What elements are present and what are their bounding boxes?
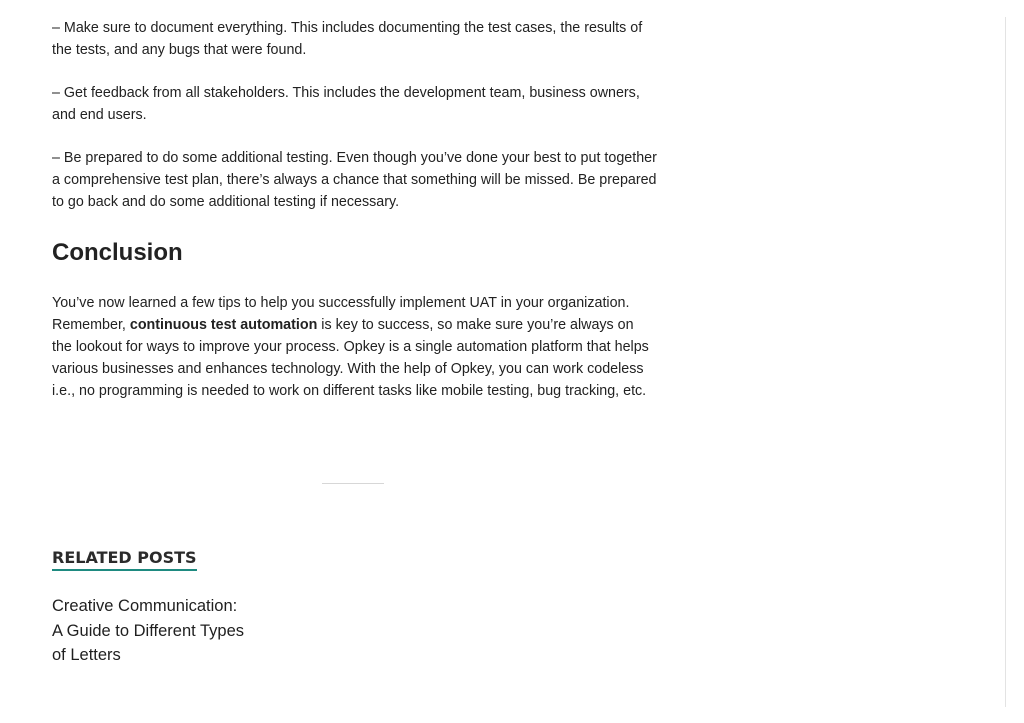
related-posts-title: RELATED POSTS <box>52 547 197 571</box>
conclusion-heading: Conclusion <box>52 239 183 266</box>
section-divider <box>322 483 384 484</box>
tip-document-everything: – Make sure to document everything. This includes documenting the test cases, the results of the tests, and any bugs that were found. <box>52 20 643 58</box>
related-posts-section <box>52 547 252 668</box>
article-body <box>52 17 657 423</box>
conclusion-bold-phrase: continuous test automation <box>129 317 318 333</box>
sidebar-border <box>1005 17 1006 707</box>
related-post-link[interactable]: Creative Communication: A Guide to Different Types of Letters <box>52 597 245 664</box>
tip-additional-testing: – Be prepared to do some additional testing. Even though you’ve done your best to put together a comprehensive test plan, there’s always a chance that something will be missed. Be prepared to go back and do some additional testing if necessary. <box>52 150 657 210</box>
conclusion-paragraph <box>52 292 657 402</box>
conclusion-text-end: is key to success, so make sure you’re always on the lookout for ways to improve your process. Opkey is a single automation platform that helps various businesses and enhances technology. With the help of Opkey, you can work codeless i.e., no programming is needed to work on different tasks like mobile testing, bug tracking, etc. <box>52 317 649 399</box>
conclusion-text-start: You’ve now learned a few tips to help you successfully implement UAT in your organization. Remember, <box>52 295 630 333</box>
tip-get-feedback: – Get feedback from all stakeholders. This includes the development team, business owners, and end users. <box>52 85 640 123</box>
